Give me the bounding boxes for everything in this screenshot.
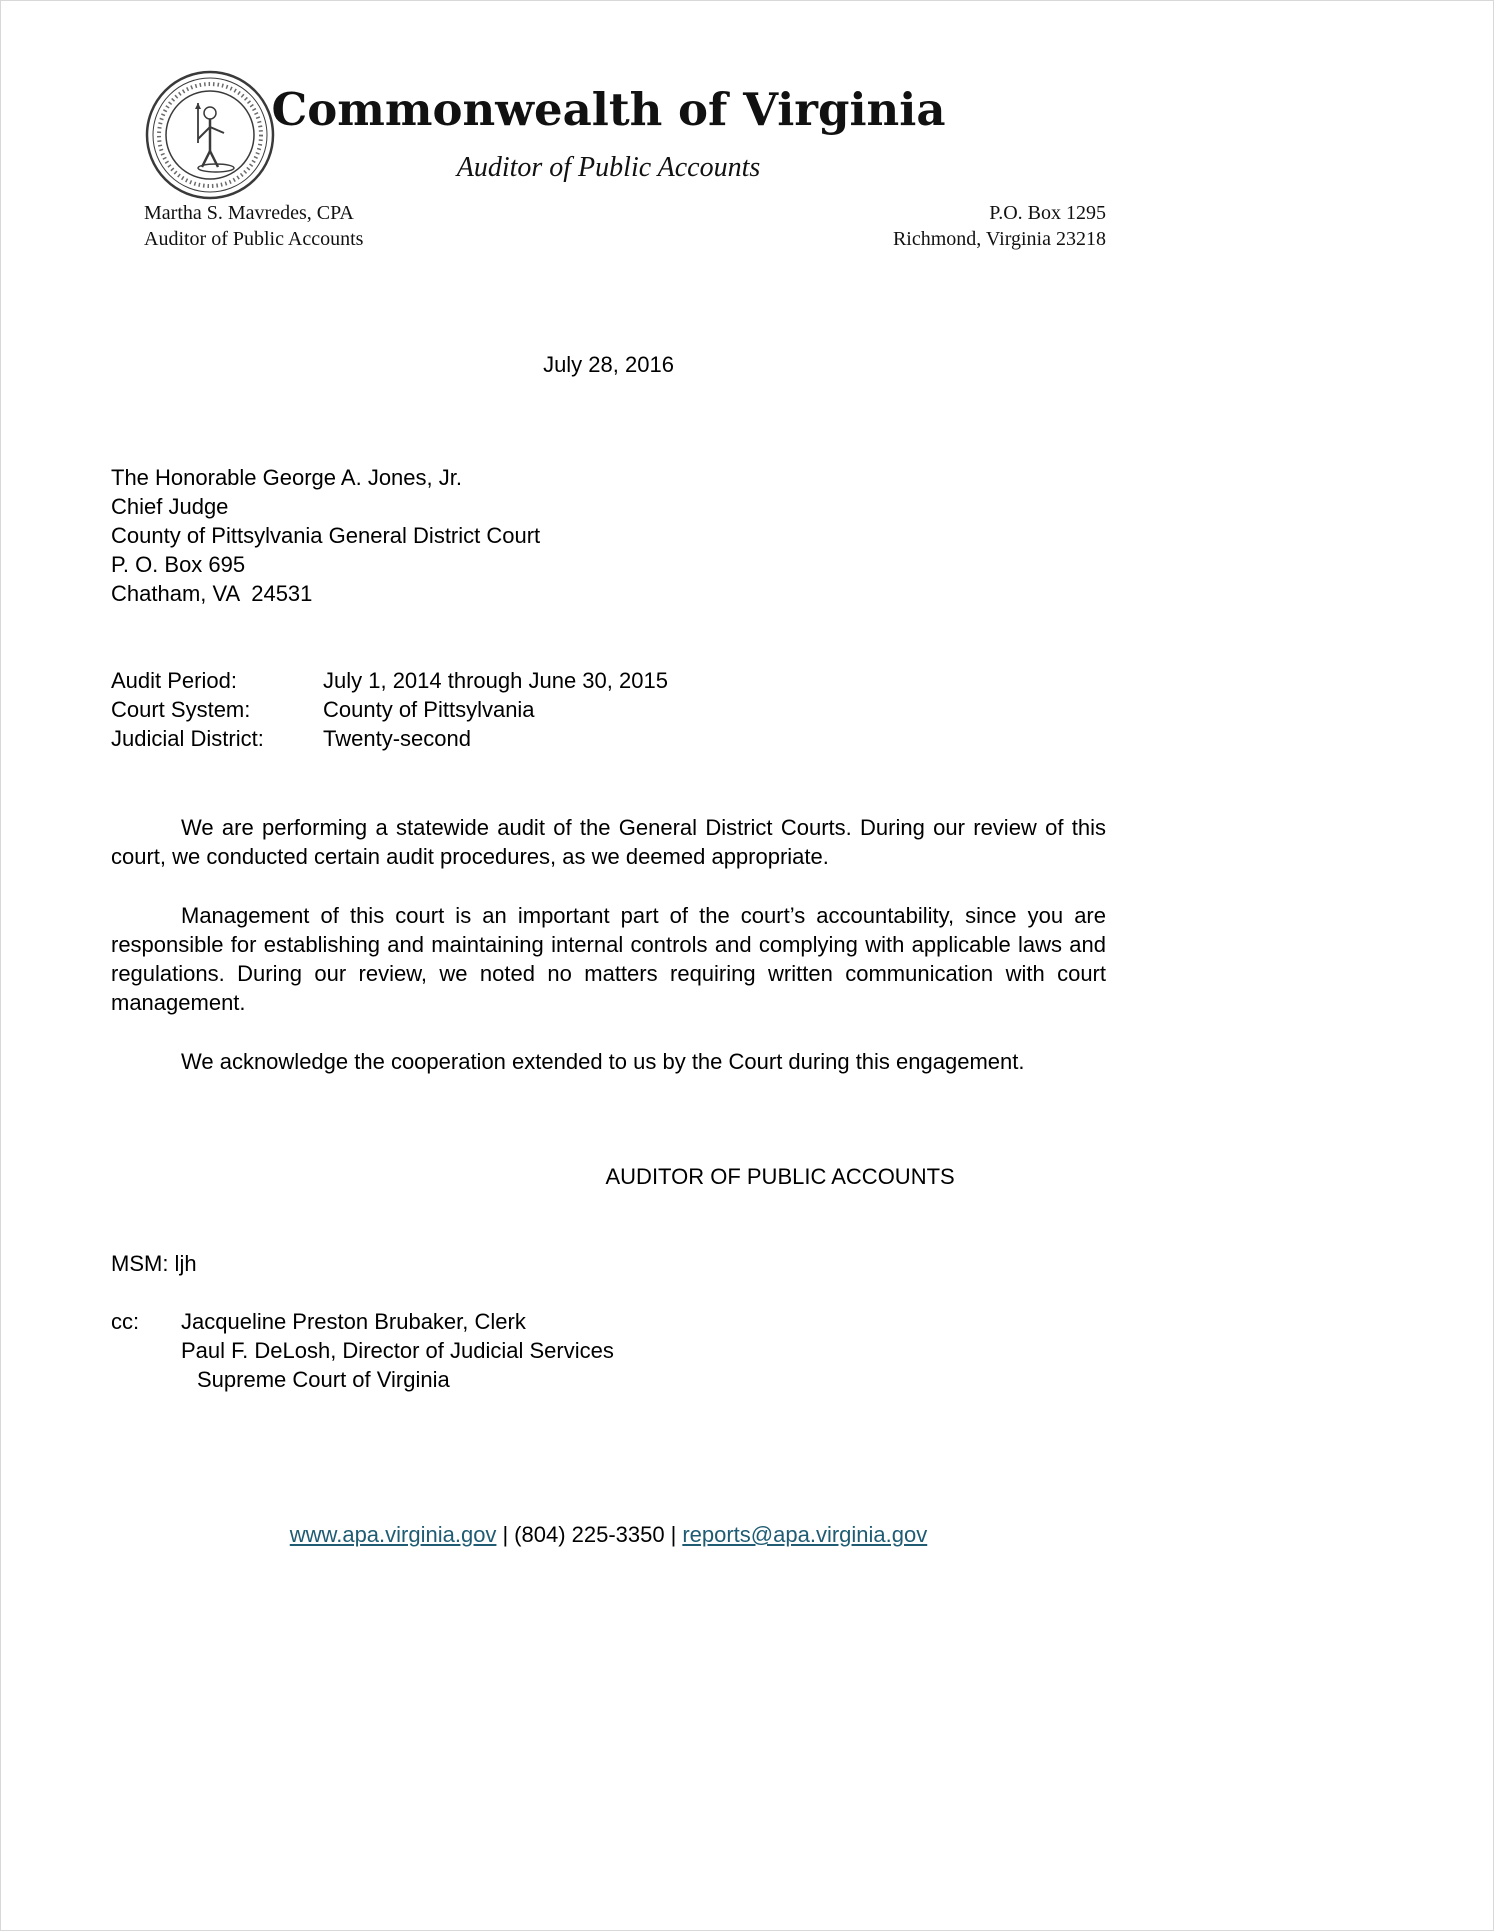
email-link[interactable]: reports@apa.virginia.gov — [682, 1522, 928, 1547]
virginia-state-seal-icon — [144, 69, 276, 201]
cc-label: cc: — [111, 1309, 140, 1334]
official-name: Martha S. Mavredes, CPA — [144, 202, 354, 224]
signature-block: AUDITOR OF PUBLIC ACCOUNTS — [605, 1164, 955, 1189]
typist-initials: MSM: ljh — [111, 1251, 197, 1276]
letter-body — [111, 350, 1106, 1549]
cc-recipient-2: Paul F. DeLosh, Director of Judicial Services — [181, 1338, 614, 1363]
letterhead-subtitle: Auditor of Public Accounts — [456, 152, 761, 183]
meta-label: Court System: — [111, 697, 251, 722]
cc-recipient-1: Jacqueline Preston Brubaker, Clerk — [181, 1309, 526, 1334]
cc-recipient-3: Supreme Court of Virginia — [197, 1367, 450, 1392]
meta-value: Twenty-second — [323, 726, 471, 751]
footer-separator: | — [670, 1522, 677, 1547]
po-box: P.O. Box 1295 — [989, 202, 1106, 224]
recipient-city: Chatham, VA 24531 — [111, 581, 313, 606]
recipient-name: The Honorable George A. Jones, Jr. — [111, 465, 462, 490]
city-state-zip: Richmond, Virginia 23218 — [892, 228, 1106, 250]
letterhead-contact-row — [111, 200, 1106, 252]
meta-value: County of Pittsylvania — [323, 697, 535, 722]
phone-number: (804) 225-3350 — [514, 1522, 665, 1547]
letterhead — [111, 69, 1106, 252]
recipient-title: Chief Judge — [111, 494, 229, 519]
audit-meta-block — [111, 666, 1106, 753]
address-block — [893, 200, 1106, 252]
website-link[interactable]: www.apa.virginia.gov — [289, 1522, 497, 1547]
official-title: Auditor of Public Accounts — [144, 228, 364, 250]
paragraph-2: Management of this court is an important part of the court’s accountability, since you are responsible for establishing and maintaining internal controls and complying with applicable laws and regulations. During our review, we noted no matters requiring written communication with court management. — [111, 903, 1106, 1015]
letter-paragraphs — [111, 813, 1106, 1076]
footer-separator: | — [502, 1522, 509, 1547]
letter-footer — [111, 1520, 1106, 1549]
paragraph-1: We are performing a statewide audit of the General District Courts. During our review of this court, we conducted certain audit procedures, as we deemed appropriate. — [111, 815, 1106, 869]
letter-date: July 28, 2016 — [543, 352, 674, 377]
cc-names — [181, 1307, 614, 1394]
meta-row-audit-period — [111, 666, 1106, 695]
paragraph-3: We acknowledge the cooperation extended to us by the Court during this engagement. — [181, 1049, 1025, 1074]
recipient-po-box: P. O. Box 695 — [111, 552, 246, 577]
official-block — [111, 200, 363, 252]
cc-block — [111, 1307, 1106, 1394]
recipient-court: County of Pittsylvania General District Court — [111, 523, 541, 548]
letterhead-title: Commonwealth of Virginia — [271, 83, 946, 136]
recipient-block — [111, 463, 1106, 608]
meta-row-judicial-district — [111, 724, 1106, 753]
meta-label: Judicial District: — [111, 726, 264, 751]
meta-value: July 1, 2014 through June 30, 2015 — [323, 668, 668, 693]
meta-label: Audit Period: — [111, 668, 237, 693]
meta-row-court-system — [111, 695, 1106, 724]
